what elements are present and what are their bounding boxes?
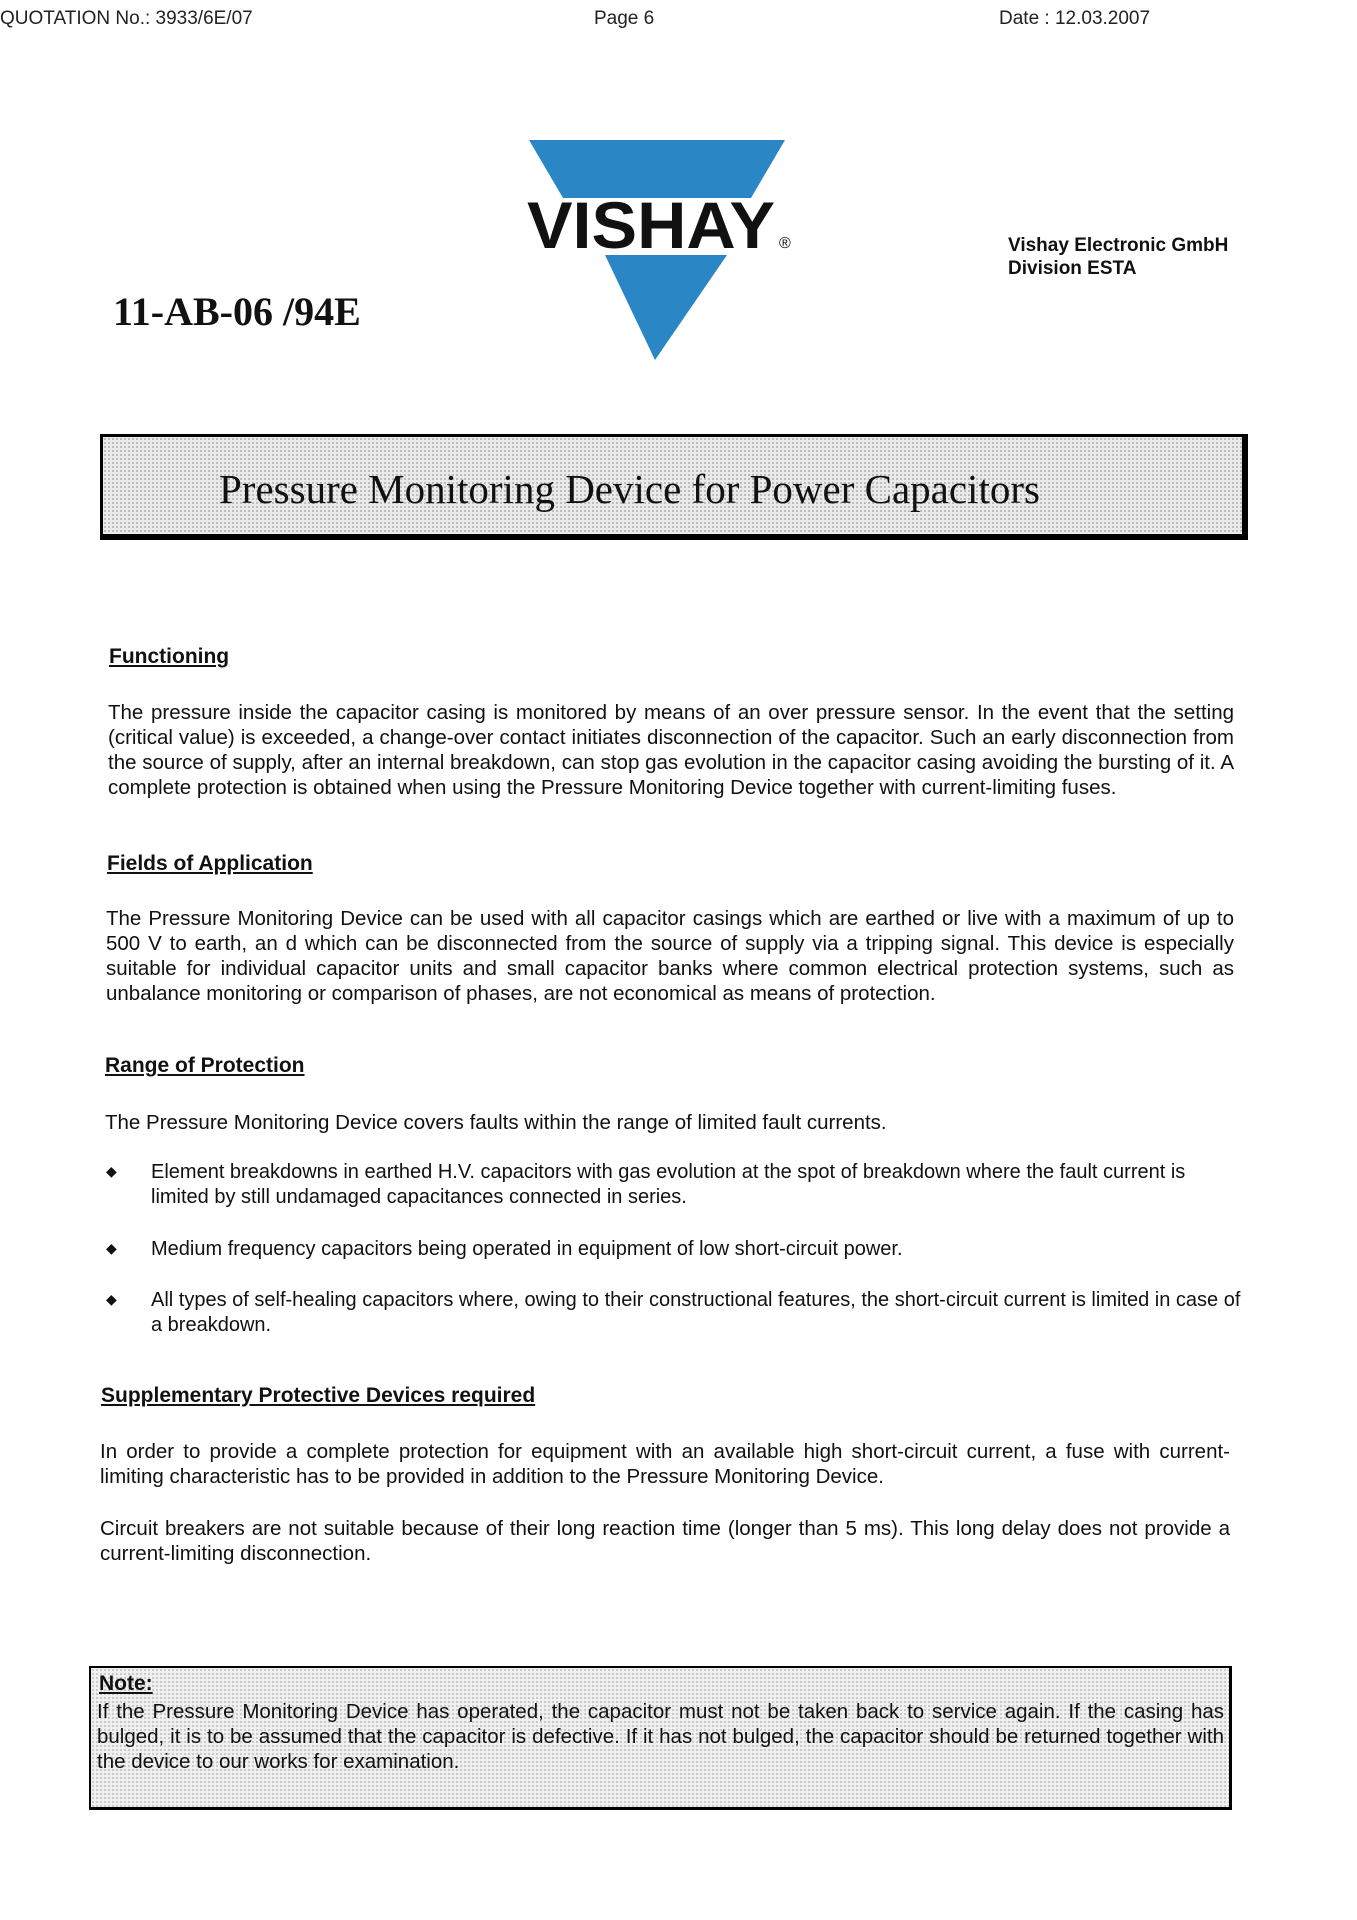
logo-wordmark: VISHAY [527,188,775,262]
document-date: Date : 12.03.2007 [999,8,1151,29]
bullet-marker: ◆ [106,1291,117,1307]
paragraph-supplementary-1: In order to provide a complete protection for equipment with an available high short-circuit current, a fuse with current-limiting characteristic has to be provided in addition to the Pressure Monitoring Device. [100,1440,1230,1488]
heading-supplementary-devices: Supplementary Protective Devices required [101,1384,536,1407]
document-code: 11-AB-06 /94E [113,289,361,334]
bullet-marker: ◆ [106,1240,117,1256]
note-title: Note: [99,1672,153,1695]
page-title: Pressure Monitoring Device for Power Capacitors [219,466,1040,512]
company-division: Division ESTA [1008,258,1137,279]
bullet-item: Element breakdowns in earthed H.V. capacitors with gas evolution at the spot of breakdown where the fault current is limited by still undamaged capacitances connected in series. [151,1161,1186,1208]
bullet-marker: ◆ [106,1163,117,1179]
paragraph-supplementary-2: Circuit breakers are not suitable because of their long reaction time (longer than 5 ms). This long delay does not provide a current-limiting disconnection. [100,1517,1230,1565]
title-banner [100,434,1248,540]
vishay-logo [527,140,797,365]
company-name: Vishay Electronic GmbH [1008,235,1229,256]
paragraph-range-intro: The Pressure Monitoring Device covers faults within the range of limited fault currents. [105,1111,887,1134]
heading-fields-of-application: Fields of Application [107,852,313,875]
heading-range-of-protection: Range of Protection [105,1054,305,1077]
note-text: If the Pressure Monitoring Device has operated, the capacitor must not be taken back to service again. If the casing has bulged, it is to be assumed that the capacitor is defective. If it has not bulged, the capacitor should be returned together with the device to our works for examination. [97,1700,1224,1773]
registered-mark: ® [779,235,791,252]
paragraph-fields-of-application: The Pressure Monitoring Device can be used with all capacitor casings which are earthed or live with a maximum of up to 500 V to earth, an d which can be disconnected from the source of supply via a tripping signal. This device is especially suitable for individual capacitor units and small capacitor banks where common electrical protection systems, such as unbalance monitoring or comparison of phases, are not economical as means of protection. [106,907,1234,1005]
bullet-item: All types of self-healing capacitors where, owing to their constructional features, the short-circuit current is limited in case of a breakdown. [151,1289,1241,1336]
logo-bottom-shape [605,255,727,360]
paragraph-functioning: The pressure inside the capacitor casing is monitored by means of an over pressure sensor. In the event that the setting (critical value) is exceeded, a change-over contact initiates disconnection of the capacitor. Such an early disconnection from the source of supply, after an internal breakdown, can stop gas evolution in the capacitor casing avoiding the bursting of it. A complete protection is obtained when using the Pressure Monitoring Device together with current-limiting fuses. [108,701,1234,799]
page-number: Page 6 [594,8,655,29]
note-box [89,1666,1232,1810]
bullet-item: Medium frequency capacitors being operated in equipment of low short-circuit power. [151,1238,903,1260]
quotation-number: QUOTATION No.: 3933/6E/07 [0,8,253,29]
company-block [1008,234,1228,280]
heading-functioning: Functioning [109,645,230,668]
